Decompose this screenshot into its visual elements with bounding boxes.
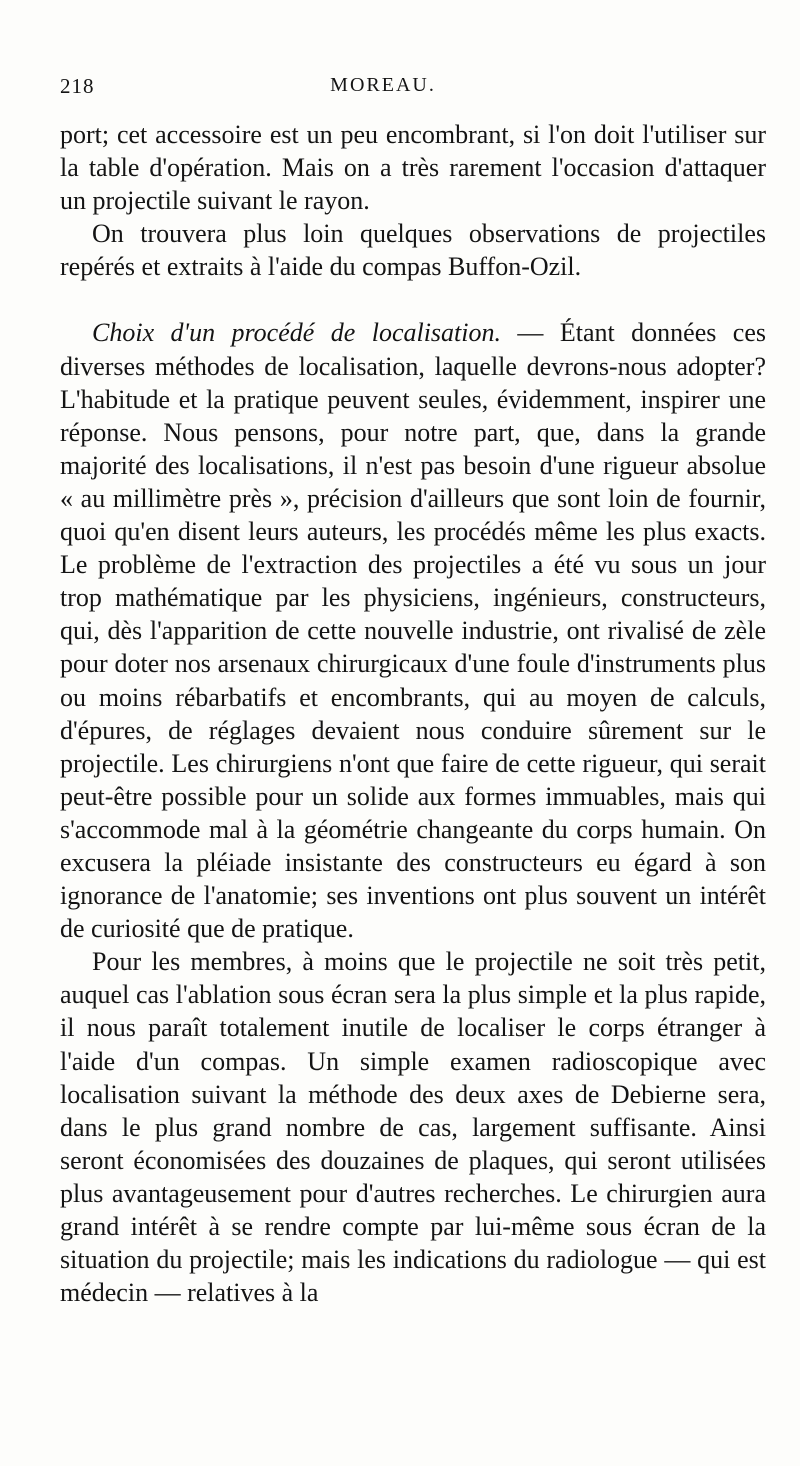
section-paragraph — [60, 316, 766, 945]
paragraph-text: — Étant données ces diverses méthodes de localisation, laquelle devrons-nous adopter? L'habitude et la pratique peuvent seules, évidemment, inspirer une réponse. Nous pensons, pour notre part, que, dans la grande majorité des localisations, il n'est pas besoin d'une rigueur absolue « au millimètre près », précision d'ailleurs que sont loin de fournir, quoi qu'en disent leurs auteurs, les procédés même les plus exacts. Le problème de l'extraction des projectiles a été vu sous un jour trop mathématique par les physiciens, ingénieurs, constructeurs, qui, dès l'apparition de cette nouvelle industrie, ont rivalisé de zèle pour doter nos arsenaux chirurgicaux d'une foule d'instruments plus ou moins rébarbatifs et encombrants, qui au moyen de calculs, d'épures, de réglages devaient nous conduire sûrement sur le projectile. Les chirurgiens n'ont que faire de cette rigueur, qui serait peut-être possible pour un solide aux formes immuables, mais qui s'accommode mal à la géométrie changeante du corps humain. On excusera la pléiade insistante des constructeurs eu égard à son ignorance de l'anatomie; ses inventions ont plus souvent un intérêt de curiosité que de pratique. — [60, 318, 766, 944]
paragraph-text: port; cet accessoire est un peu encombrant, si l'on doit l'utiliser sur la table d'opération. Mais on a très rarement l'occasion d'attaquer un projectile suivant le rayon. — [60, 120, 766, 216]
paragraph — [60, 945, 766, 1309]
paragraph — [60, 217, 766, 283]
page-header — [60, 74, 766, 104]
page-number: 218 — [60, 74, 95, 98]
running-head: MOREAU. — [330, 74, 436, 96]
paragraph-continuation — [60, 118, 766, 217]
paragraph-text: Pour les membres, à moins que le projectile ne soit très petit, auquel cas l'ablation sous écran sera la plus simple et la plus rapide, il nous paraît totalement inutile de localiser le corps étranger à l'aide d'un compas. Un simple examen radioscopique avec localisation suivant la méthode des deux axes de Debierne sera, dans le plus grand nombre de cas, largement suffisante. Ainsi seront économisées des douzaines de plaques, qui seront utilisées plus avantageusement pour d'autres recherches. Le chirurgien aura grand intérêt à se rendre compte par lui-même sous écran de la situation du projectile; mais les indications du radiologue — qui est médecin — relatives à la — [60, 947, 766, 1308]
paragraph-text: On trouvera plus loin quelques observations de projectiles repérés et extraits à l'aide du compas Buffon-Ozil. — [60, 219, 766, 282]
body-text — [60, 118, 766, 1309]
section-heading: Choix d'un procédé de localisation. — [92, 318, 501, 348]
